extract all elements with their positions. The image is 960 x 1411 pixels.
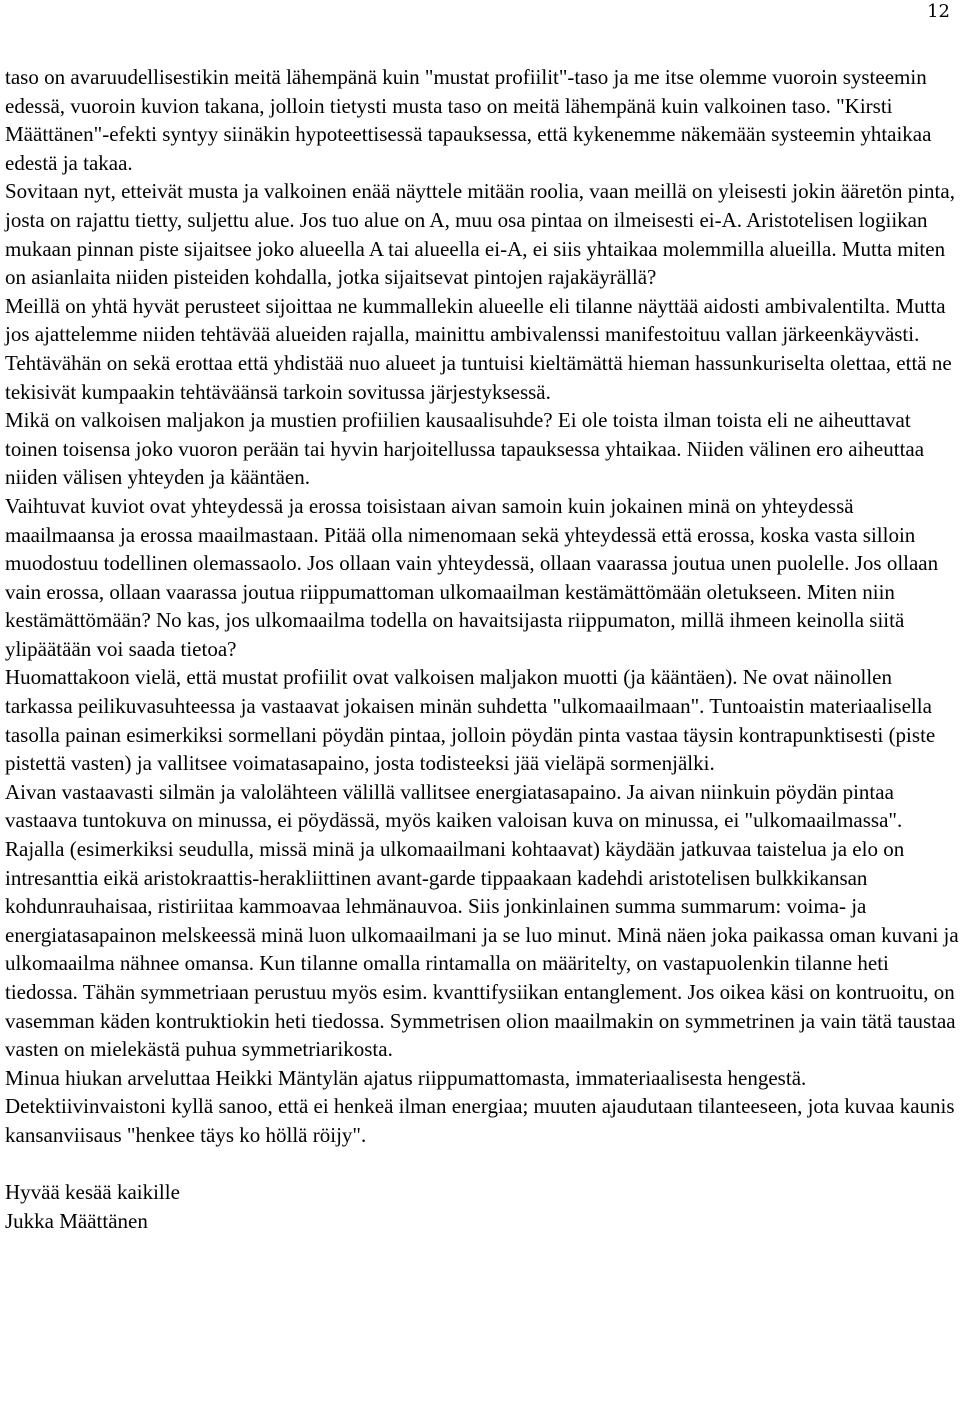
paragraph-5: Mikä on valkoisen maljakon ja mustien profiilien kausaalisuhde? Ei ole toista ilman toista eli ne aiheuttavat toinen toisensa joko vuoron perään tai hyvin harjoitellussa tapauksessa yhtaikaa. Niiden välinen ero aiheuttaa niiden välisen yhteyden ja kääntäen.: [5, 408, 925, 490]
paragraph-2: Sovitaan nyt, etteivät musta ja valkoinen enää näyttele mitään roolia, vaan meillä on yleisesti jokin ääretön pinta, josta on rajattu tietty, suljettu alue. Jos tuo alue on A, muu osa pintaa on ilmeisesti ei-A. Aristotelisen logiikan mukaan pinnan piste sijaitsee joko alueella A tai alueella ei-A, ei siis yhtaikaa molemmilla alueilla. Mutta miten on asianlaita niiden pisteiden kohdalla, jotka sijaitsevat pintojen rajakäyrällä?: [5, 179, 955, 290]
paragraph-3: Meillä on yhtä hyvät perusteet sijoittaa ne kummallekin alueelle eli tilanne näyttää aidosti ambivalentilta. Mutta jos ajattelemme niiden tehtävää alueiden rajalla, mainittu ambivalenssi manifestoituu vallan järkeenkäyvästi.: [5, 293, 946, 347]
paragraph-7: Huomattakoon vielä, että mustat profiilit ovat valkoisen maljakon muotti (ja kääntäen). Ne ovat näinollen tarkassa peilikuvasuhteessa ja vastaavat jokaisen minän suhdetta "ulkomaailmaan". Tuntoaistin materiaalisella tasolla painan esimerkiksi sormellani pöydän pintaa, jolloin pöydän pinta vastaa täysin kontrapunktisesti (piste pistettä vasten) ja vallitsee voimatasapaino, josta todisteeksi jää vieläpä sormenjälki.: [5, 665, 936, 776]
paragraph-8: Aivan vastaavasti silmän ja valolähteen välillä vallitsee energiatasapaino. Ja aivan niinkuin pöydän pintaa vastaava tuntokuva on minussa, ei pöydässä, myös kaiken valoisan kuva on minussa, ei "ulkomaailmassa".: [5, 779, 903, 833]
paragraph-1: taso on avaruudellisestikin meitä lähempänä kuin "mustat profiilit"-taso ja me itse olemme vuoroin systeemin edessä, vuoroin kuvion takana, jolloin tietysti musta taso on meitä lähempänä kuin valkoinen taso. "Kirsti Määttänen"-efekti syntyy siinäkin hypoteettisessä tapauksessa, että kykenemme näkemään systeemin yhtaikaa edestä ja takaa.: [5, 65, 932, 175]
paragraph-9: Rajalla (esimerkiksi seudulla, missä minä ja ulkomaailmani kohtaavat) käydään jatkuvaa taistelua ja elo on intresanttia eikä aristokraattis-herakliittinen avant-garde tippaakaan kadehdi aristotelisen bulkkikansan kohdunrauhaisaa, ristiriitaa kammoavaa lehmänauvoa. Siis jonkinlainen summa summarum: voima- ja energiatasapainon melskeessä minä luon ulkomaailmani ja se luo minut. Minä näen joka paikassa oman kuvani ja ulkomaailma nähnee omansa. Kun tilanne omalla rintamalla on määritelty, on vastapuolenkin tilanne heti tiedossa. Tähän symmetriaan perustuu myös esim. kvanttifysiikan entanglement. Jos oikea käsi on kontruoitu, on vasemman käden kontruktiokin heti tiedossa. Symmetrisen olion maailmakin on symmetrinen ja vain tätä taustaa vasten on mielekästä puhua symmetriarikosta.: [5, 837, 959, 1062]
paragraph-4: Tehtävähän on sekä erottaa että yhdistää nuo alueet ja tuntuisi kieltämättä hieman hassunkuriselta olettaa, että ne tekisivät kumpaakin tehtäväänsä tarkoin sovitussa järjestyksessä.: [5, 350, 952, 404]
page-number: 12: [927, 1, 950, 22]
signature: Jukka Määttänen: [5, 1208, 148, 1233]
closing-greeting: Hyvää kesää kaikille: [5, 1180, 180, 1205]
paragraph-10: Minua hiukan arveluttaa Heikki Mäntylän ajatus riippumattomasta, immateriaalisesta hengestä. Detektiivinvaistoni kyllä sanoo, että ei henkeä ilman energiaa; muuten ajaudutaan tilanteeseen, jota kuvaa kaunis kansanviisaus "henkee täys ko höllä röijy".: [5, 1065, 955, 1147]
document-body: [5, 63, 960, 1235]
blank-line: [5, 1150, 960, 1179]
paragraph-6: Vaihtuvat kuviot ovat yhteydessä ja erossa toisistaan aivan samoin kuin jokainen minä on yhteydessä maailmaansa ja erossa maailmastaan. Pitää olla nimenomaan sekä yhteydessä että erossa, koska vasta silloin muodostuu todellinen olemassaolo. Jos ollaan vain yhteydessä, ollaan vaarassa joutua unen puolelle. Jos ollaan vain erossa, ollaan vaarassa joutua riippumattoman ulkomaailman kestämättömään oletukseen. Miten niin kestämättömään? No kas, jos ulkomaailma todella on havaitsijasta riippumaton, millä ihmeen keinolla siitä ylipäätään voi saada tietoa?: [5, 493, 939, 661]
